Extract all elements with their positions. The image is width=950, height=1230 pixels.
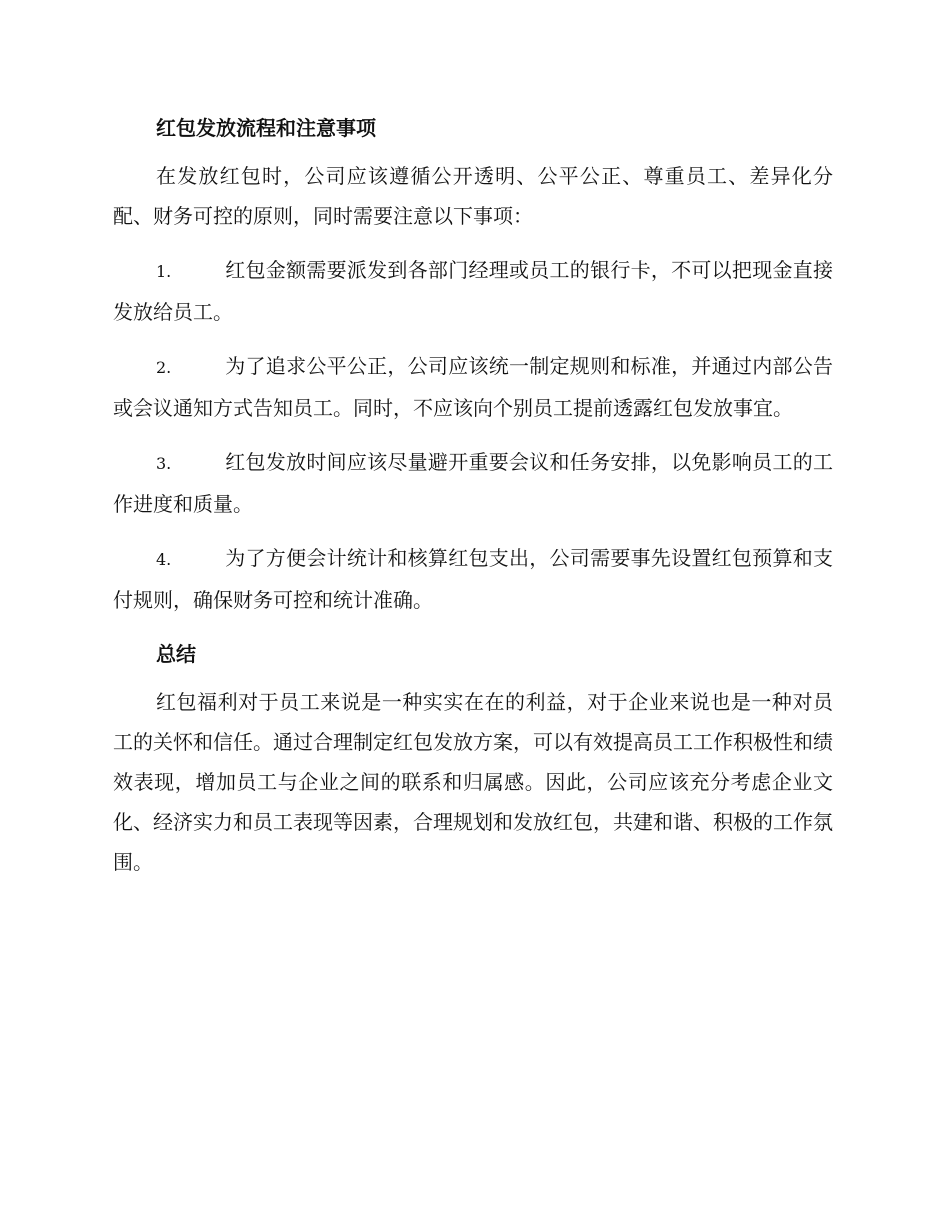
list-number: 4. [156,550,172,569]
summary-paragraph: 红包福利对于员工来说是一种实实在在的利益，对于企业来说也是一种对员工的关怀和信任。通过合理制定红包发放方案，可以有效提高员工工作积极性和绩效表现，增加员工与企业之间的联系和归属感。因此，公司应该充分考虑企业文化、经济实力和员工表现等因素，合理规划和发放红包，共建和谐、积极的工作氛围。 [113,690,833,874]
list-item-2 [113,346,833,428]
section-heading-summary: 总结 [156,642,196,666]
list-item-text: 红包发放时间应该尽量避开重要会议和任务安排，以免影响员工的工作进度和质量。 [113,450,833,516]
list-number: 2. [156,358,172,377]
intro-paragraph: 在发放红包时，公司应该遵循公开透明、公平公正、尊重员工、差异化分配、财务可控的原则，同时需要注意以下事项： [113,164,833,228]
list-item-4 [113,538,833,620]
list-item-text: 为了方便会计统计和核算红包支出，公司需要事先设置红包预算和支付规则，确保财务可控和统计准确。 [113,546,833,612]
list-item-text: 为了追求公平公正，公司应该统一制定规则和标准，并通过内部公告或会议通知方式告知员工。同时，不应该向个别员工提前透露红包发放事宜。 [113,354,833,420]
list-item-1 [113,250,833,332]
section-heading-distribution-process: 红包发放流程和注意事项 [156,116,376,140]
list-number: 1. [156,262,172,281]
document-content [113,108,833,896]
list-item-text: 红包金额需要派发到各部门经理或员工的银行卡，不可以把现金直接发放给员工。 [113,258,833,324]
list-item-3 [113,442,833,524]
list-number: 3. [156,454,172,473]
